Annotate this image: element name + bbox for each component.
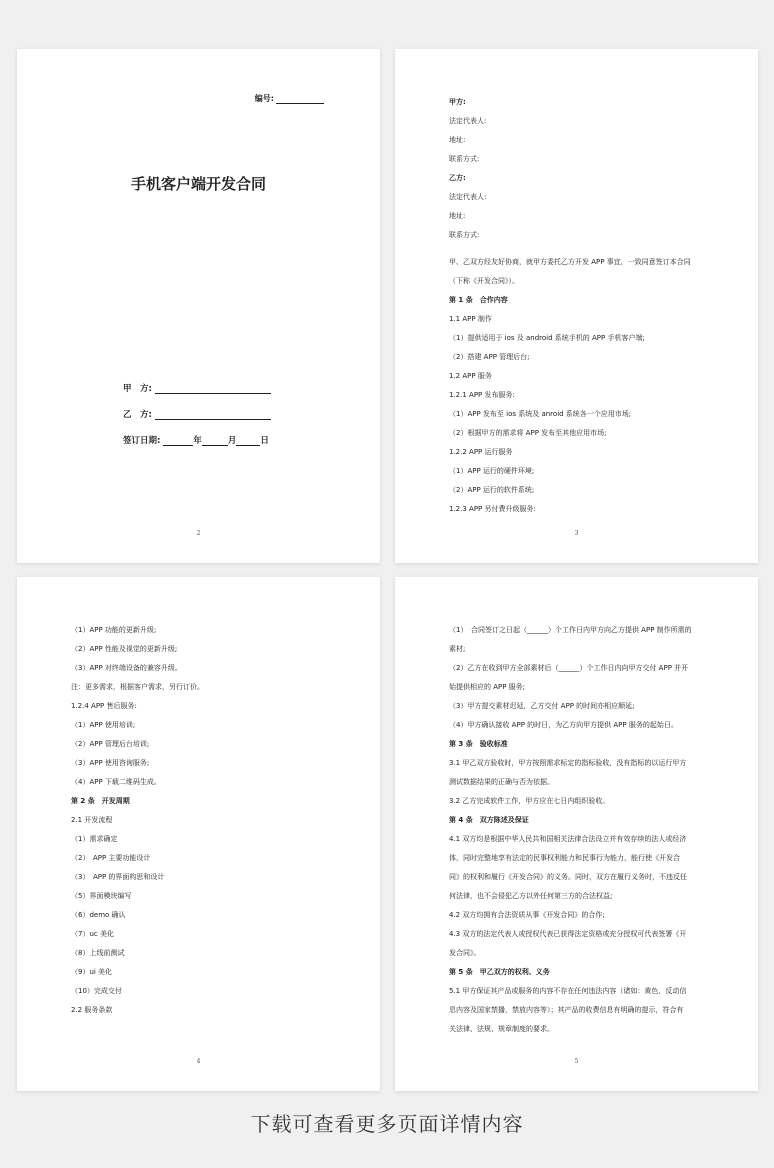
text-line: 甲、乙双方经友好协商，就甲方委托乙方开发 APP 事宜，一致同意签订本合同 [449,258,691,266]
text-line: 1.1 APP 制作 [449,315,492,323]
month-label: 月 [227,436,237,446]
day-label: 日 [260,436,269,446]
document-page-3 [395,49,758,563]
party-b-blank [155,409,271,420]
contract-number-blank [276,95,324,104]
text-line: 联系方式: [449,231,480,239]
text-line: 地址: [449,212,466,220]
text-line: 素材; [449,645,466,653]
party-a-blank [155,383,271,394]
document-page-5 [395,577,758,1091]
text-line: （6）demo 确认 [71,911,126,919]
text-line: 始提供相应的 APP 服务; [449,683,526,691]
text-line: （3） APP 的界面构思和设计 [71,873,165,881]
text-line: （1）APP 发布至 ios 系统及 anroid 系统各一个应用市场; [449,410,632,418]
text-line: 5.1 甲方保证其产品或服务的内容不存在任何违法内容（诸如：黄色、反动信 [449,987,687,995]
text-line: 息内容及国家禁播，禁放内容等）；其产品的收费信息有明确的提示，符合有 [449,1006,684,1014]
text-line: （2）根据甲方的需求将 APP 发布至其他应用市场; [449,429,607,437]
text-line: （5）界面模块编写 [71,892,132,900]
text-line: 体，同时完整地享有法定的民事权利能力和民事行为能力，能行使《开发合 [449,854,680,862]
text-line: 4.1 双方均是根据中华人民共和国相关法律合法设立并有效存续的法人或经济 [449,835,687,843]
party-b-field [123,405,271,431]
text-line: 3.2 乙方完成软件工作，甲方应在七日内组织验收。 [449,797,610,805]
contract-title: 手机客户端开发合同 [130,175,266,193]
text-line: 法定代表人: [449,117,487,125]
text-line: 地址: [449,136,466,144]
text-line: （10）完成交付 [71,987,122,995]
text-line: 1.2.3 APP 另付费升级服务: [449,505,536,513]
signature-fields [123,379,271,457]
text-line: 1.2.1 APP 发布服务: [449,391,515,399]
text-line: （3）甲方提交素材迟延，乙方交付 APP 的时间亦相应顺延; [449,702,635,710]
text-line: 关法律、法规、规章制度的要求。 [449,1025,554,1033]
document-page-4 [17,577,380,1091]
party-a-field [123,379,271,405]
month-blank [202,435,228,446]
text-line: （下称《开发合同》）。 [449,277,519,285]
text-line: （2）APP 性能及视觉的更新升级; [71,645,178,653]
text-line: （8）上线前测试 [71,949,125,957]
text-line: 1.2.2 APP 运行服务 [449,448,513,456]
text-line: 2.1 开发流程 [71,816,113,824]
section-heading: 第 5 条 甲乙双方的权利、义务 [449,968,550,976]
text-line: （1）APP 功能的更新升级; [71,626,157,634]
year-blank [163,435,193,446]
section-heading: 第 3 条 验收标准 [449,740,508,748]
page-4-text [71,621,340,1020]
text-line: （2）乙方在收到甲方全部素材后（______）个工作日内向甲方交付 APP 并开 [449,664,689,672]
text-line: 注：更多需求，根据客户需求，另行订价。 [71,683,204,691]
text-line: （1）提供适用于 ios 及 android 系统手机的 APP 手机客户端; [449,334,645,342]
page-3-text [449,93,718,519]
party-b-label: 乙 方: [123,410,152,420]
page-number: 3 [574,530,579,537]
text-line: （2）APP 管理后台培训; [71,740,150,748]
text-line: （1）APP 使用培训; [71,721,136,729]
text-line: 3.1 甲乙双方验收时，甲方按照需求标定的指标验收，没有指标的以运行甲方 [449,759,687,767]
text-line: 法定代表人: [449,193,487,201]
text-line: 2.2 服务条款 [71,1006,113,1014]
section-heading: 第 2 条 开发周期 [71,797,130,805]
text-line: （2）APP 运行的软件系统; [449,486,535,494]
text-line: （1）需求确定 [71,835,118,843]
text-line: 何法律，也不会侵犯乙方以外任何第三方的合法权益; [449,892,613,900]
text-line: （1）APP 运行的硬件环境; [449,467,535,475]
text-line: 测试数据结果的正确与否为依据。 [449,778,554,786]
document-page-cover [17,49,380,563]
text-line: 联系方式: [449,155,480,163]
text-line: （4）APP 下载二维码生成。 [71,778,161,786]
party-a-label: 甲 方: [123,384,152,394]
text-line: 乙方: [449,174,466,182]
text-line: 1.2 APP 服务 [449,372,492,380]
sign-date-label: 签订日期: [123,436,161,446]
year-label: 年 [193,436,202,446]
text-line: （2） APP 主要功能设计 [71,854,151,862]
text-line: （2）搭建 APP 管理后台; [449,353,530,361]
section-heading: 第 1 条 合作内容 [449,296,508,304]
page-5-text [449,621,718,1039]
page-number: 5 [574,1058,579,1065]
text-line: （3）APP 使用咨询服务; [71,759,150,767]
text-line: 发合同》。 [449,949,481,957]
text-line: （4）甲方确认接收 APP 的时日，为乙方向甲方提供 APP 服务的起始日。 [449,721,678,729]
text-line: 甲方: [449,98,466,106]
sign-date-field [123,431,271,457]
page-number: 2 [196,530,201,537]
paragraph-gap [449,245,718,253]
contract-number-label: 编号: [254,94,274,103]
text-line: （1） 合同签订之日起（______）个工作日内甲方向乙方提供 APP 制作所需的 [449,626,692,634]
section-heading: 第 4 条 双方陈述及保证 [449,816,529,824]
text-line: 4.2 双方均拥有合法资质从事《开发合同》的合作; [449,911,605,919]
text-line: 4.3 双方的法定代表人或授权代表已获得法定资格或充分授权可代表签署《开 [449,930,687,938]
text-line: （7）uc 美化 [71,930,114,938]
page-number: 4 [196,1058,201,1065]
text-line: （3）APP 对终端设备的兼容升级。 [71,664,182,672]
text-line: （9）ui 美化 [71,968,113,976]
text-line: 同》的权利和履行《开发合同》的义务。同时，双方在履行义务时，不违反任 [449,873,687,881]
text-line: 1.2.4 APP 售后服务: [71,702,137,710]
day-blank [236,435,260,446]
download-more-caption[interactable]: 下载可查看更多页面详情内容 [250,1112,524,1136]
contract-number [255,93,324,104]
